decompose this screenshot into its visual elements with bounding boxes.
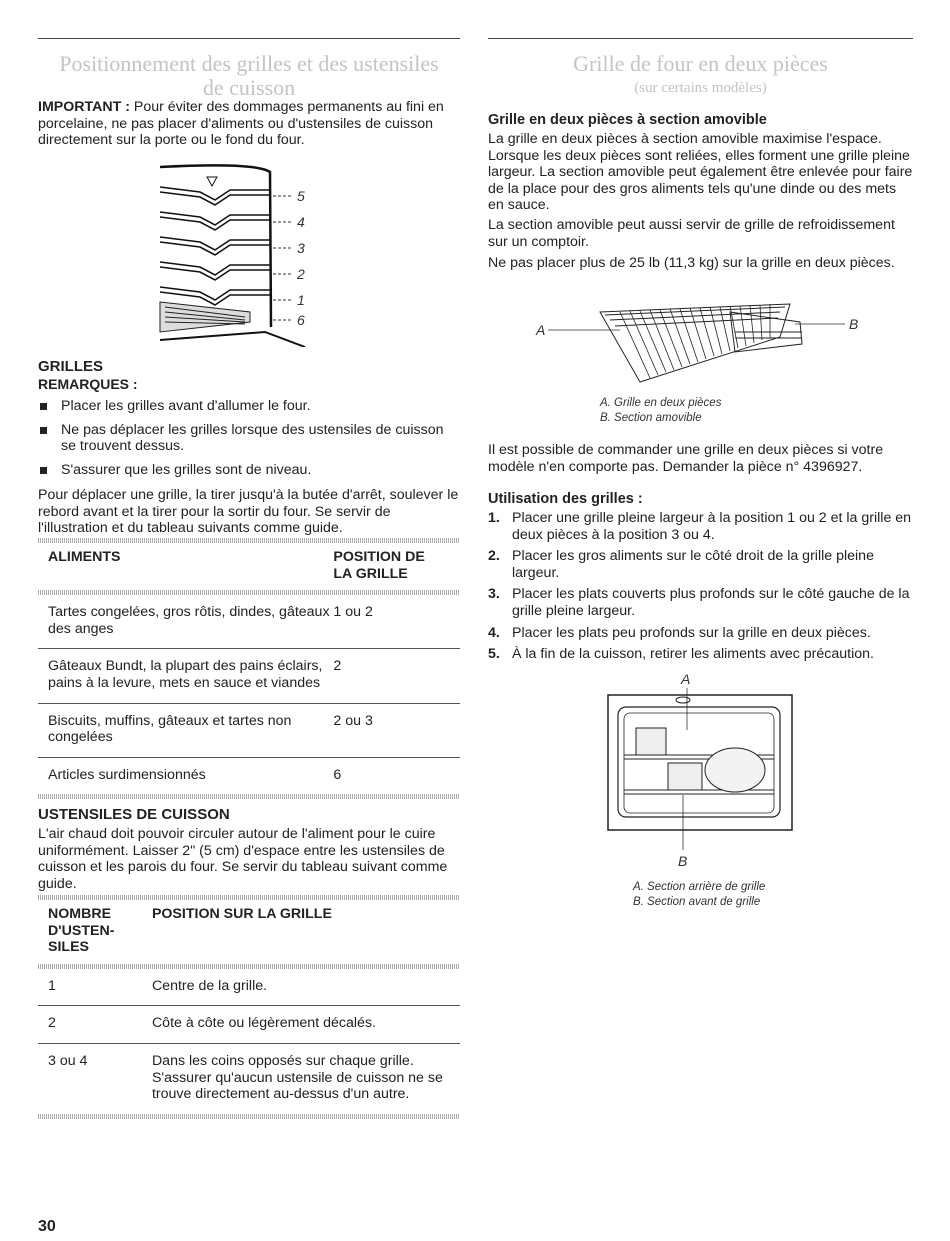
important-text: Pour éviter des dommages permanents au fini en porcelaine, ne pas placer d'aliments ou d'ustensiles de cuisson directement sur la porte ou le fond du four.: [38, 99, 444, 149]
subtitle-line: (sur certains modèles): [634, 80, 767, 96]
paragraph-1: La grille en deux pièces à section amovible maximise l'espace. Lorsque les deux pièces sont reliées, elles forment une grille pleine largeur. La section amovible peut également être enlevée pour faire de la place pour des gros aliments tels qu'une dinde ou des mets en sauce.: [488, 131, 913, 214]
grilles-heading: GRILLES: [38, 358, 104, 375]
table-row: Biscuits, muffins, gâteaux et tartes non congelées 2 ou 3: [38, 703, 460, 757]
table-row: Articles surdimensionnés 6: [48, 766, 342, 783]
remarques-heading: REMARQUES :: [38, 376, 138, 392]
page-number: 30: [38, 1218, 56, 1235]
list-item: 5. À la fin de la cuisson, retirer les aliments avec précaution.: [488, 646, 874, 663]
right-section-title: [488, 52, 913, 100]
title-line: Grille de four en deux pièces: [573, 51, 828, 76]
list-item: S'assurer que les grilles sont de niveau.: [38, 462, 460, 479]
table-row: Gâteaux Bundt, la plupart des pains éclairs, pains à la levure, mets en sauce et viandes 2: [38, 649, 460, 703]
label-a: A: [681, 671, 691, 687]
utilisation-heading: Utilisation des grilles :: [488, 491, 643, 507]
rack-position-label: 6: [297, 312, 305, 328]
title-line-2: de cuisson: [202, 75, 296, 100]
label-b: B: [849, 316, 859, 332]
ustensiles-heading: USTENSILES DE CUISSON: [38, 806, 230, 823]
list-item: 1. Placer une grille pleine largeur à la position 1 ou 2 et la grille en deux pièces à la position 3 ou 4.: [488, 510, 912, 543]
caption-a: A. Grille en deux pièces: [600, 397, 722, 409]
food-position-table: [38, 538, 460, 799]
figure1-caption: [600, 396, 860, 426]
rack-position-label: 4: [297, 214, 305, 230]
table-row: 2 Côte à côte ou légèrement décalés.: [38, 1006, 460, 1044]
section-heading: Grille en deux pièces à section amovible: [488, 112, 767, 128]
right-top-rule: [488, 38, 913, 39]
oven-interior-illustration: [600, 670, 800, 870]
list-item: 4. Placer les plats peu profonds sur la grille en deux pièces.: [488, 624, 871, 641]
col-header-nombre: NOMBRE D'USTEN- SILES: [48, 906, 115, 956]
remarques-list: [38, 398, 460, 485]
list-item: 3. Placer les plats couverts plus profonds sur le côté gauche de la grille pleine largeur.: [488, 586, 910, 619]
table-row: Tartes congelées, gros rôtis, dindes, gâteaux des anges 1 ou 2: [38, 595, 460, 649]
move-rack-text: Pour déplacer une grille, la tirer jusqu'à la butée d'arrêt, soulever le rebord avant et la tirer pour la sortir du four. Se servir de l'illustration et du tableau suivants comme guide.: [38, 487, 459, 537]
left-top-rule: [38, 38, 460, 39]
paragraph-2: La section amovible peut aussi servir de grille de refroidissement sur un comptoir.: [488, 217, 895, 250]
important-note: [38, 99, 460, 149]
steps-list: [488, 510, 913, 668]
list-item: 2. Placer les gros aliments sur le côté droit de la grille pleine largeur.: [488, 548, 874, 581]
ustensiles-text: L'air chaud doit pouvoir circuler autour de l'aliment pour le cuire uniformément. Laisser 2" (5 cm) d'espace entre les ustensiles de cuisson et les parois du four. Se servir du tableau suivant comme guide.: [38, 826, 448, 892]
rack-position-label: 5: [297, 188, 305, 204]
caption-b: B. Section amovible: [600, 412, 702, 424]
important-label: IMPORTANT :: [38, 99, 130, 115]
label-b: B: [678, 853, 688, 869]
col-header-position-grille: POSITION SUR LA GRILLE: [151, 906, 332, 922]
rack-position-label: 2: [297, 266, 305, 282]
utensil-position-table: [38, 895, 460, 1119]
col-header-position: POSITION DE LA GRILLE: [333, 549, 425, 582]
figure2-caption: [633, 880, 893, 910]
order-text: Il est possible de commander une grille en deux pièces si votre modèle n'en comporte pas. Demander la pièce n° 4396927.: [488, 442, 884, 475]
label-a: A: [536, 322, 546, 338]
two-piece-rack-illustration: [530, 282, 870, 394]
col-header-aliments: ALIMENTS: [48, 549, 121, 565]
table-row: 3 ou 4 Dans les coins opposés sur chaque grille. S'assurer qu'aucun ustensile de cuisson ne se trouve directement au-dessus d'un autre.: [48, 1052, 443, 1103]
rack-positions-illustration: [155, 162, 315, 347]
caption-a: A. Section arrière de grille: [633, 881, 766, 893]
caption-b: B. Section avant de grille: [633, 896, 761, 908]
list-item: Placer les grilles avant d'allumer le four.: [38, 398, 460, 415]
left-section-title: [38, 52, 460, 100]
list-item: Ne pas déplacer les grilles lorsque des ustensiles de cuisson se trouvent dessus.: [38, 422, 460, 455]
rack-position-label: 3: [297, 240, 305, 256]
table-row: 1 Centre de la grille.: [38, 969, 460, 1006]
rack-position-label: 1: [297, 292, 305, 308]
title-line-1: Positionnement des grilles et des ustensiles: [59, 51, 439, 76]
paragraph-3: Ne pas placer plus de 25 lb (11,3 kg) sur la grille en deux pièces.: [488, 255, 895, 271]
